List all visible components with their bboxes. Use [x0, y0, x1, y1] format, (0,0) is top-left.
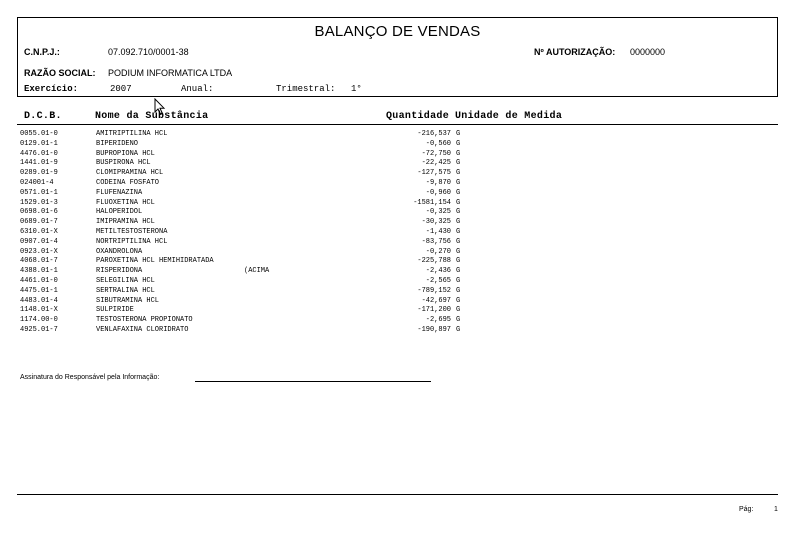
quantity-cell: -22,425	[421, 159, 451, 168]
substance-name-cell: BIPERIDENO	[96, 139, 139, 148]
cnpj-label: C.N.P.J.:	[24, 47, 60, 57]
unit-cell: G	[456, 325, 461, 334]
substance-name-cell: AMITRIPTILINA HCL	[96, 130, 168, 138]
quantity-cell: -1581,154	[413, 198, 451, 207]
quantity-cell: -72,750	[421, 149, 451, 158]
table-row	[20, 159, 480, 169]
trimestral-label: Trimestral:	[276, 84, 336, 94]
quantity-cell: -216,537	[417, 130, 451, 138]
quantity-cell: -0,325	[425, 208, 451, 217]
quantity-cell: -83,756	[421, 237, 451, 246]
unit-cell: G	[456, 198, 461, 207]
table-row	[20, 267, 480, 277]
table-row	[20, 150, 480, 160]
substance-name-cell: PAROXETINA HCL HEMIHIDRATADA	[96, 257, 214, 266]
quantity-cell: -1,430	[425, 227, 451, 236]
quantity-cell: -2,695	[425, 316, 451, 325]
unit-cell: G	[456, 208, 461, 217]
table-row	[20, 257, 480, 267]
dcb-cell: 1174.00-0	[20, 316, 58, 325]
column-header-unidade: Unidade de Medida	[455, 111, 563, 122]
razao-social-label: RAZÃO SOCIAL:	[24, 68, 96, 78]
substance-name-cell: CODEINA FOSFATO	[96, 178, 160, 187]
header-divider	[17, 124, 778, 125]
table-row	[20, 277, 480, 287]
table-row	[20, 140, 480, 150]
unit-cell: G	[456, 267, 461, 276]
autorizacao-value: 0000000	[630, 47, 666, 57]
quantity-cell: -0,560	[425, 139, 451, 148]
substance-name-cell: CLOMIPRAMINA HCL	[96, 169, 164, 178]
unit-cell: G	[456, 316, 461, 325]
unit-cell: G	[456, 130, 461, 138]
dcb-cell: 0129.01-1	[20, 139, 58, 148]
substance-name-cell: HALOPERIDOL	[96, 208, 143, 217]
dcb-cell: 4925.01-7	[20, 325, 58, 334]
exercicio-label: Exercício:	[24, 84, 79, 94]
dcb-cell: 0907.01-4	[20, 237, 58, 246]
table-row	[20, 326, 480, 336]
substance-name-cell: NORTRIPTILINA HCL	[96, 237, 168, 246]
dcb-cell: 4475.01-1	[20, 286, 58, 295]
substance-name-cell: FLUFENAZINA	[96, 188, 143, 197]
unit-cell: G	[456, 296, 461, 305]
exercicio-value: 2007	[110, 84, 132, 94]
unit-cell: G	[456, 276, 461, 285]
table-row	[20, 238, 480, 248]
dcb-cell: 0698.01-6	[20, 208, 58, 217]
unit-cell: G	[456, 218, 461, 227]
quantity-cell: -9,870	[425, 178, 451, 187]
unit-cell: G	[456, 286, 461, 295]
cnpj-value: 07.092.710/0001-38	[108, 47, 189, 57]
substance-name-cell: SELEGILINA HCL	[96, 276, 155, 285]
dcb-cell: 0055.01-0	[20, 130, 58, 138]
signature-label: Assinatura do Responsável pela Informação:	[20, 374, 160, 381]
quantity-cell: -0,270	[425, 247, 451, 256]
table-row	[20, 169, 480, 179]
razao-social-value: PODIUM INFORMATICA LTDA	[108, 68, 233, 78]
unit-cell: G	[456, 149, 461, 158]
dcb-cell: 0689.01-7	[20, 218, 58, 227]
quantity-cell: -0,960	[425, 188, 451, 197]
autorizacao-label: Nº AUTORIZAÇÃO:	[534, 47, 616, 57]
substance-name-cell: FLUOXETINA HCL	[96, 198, 155, 207]
dcb-cell: 1148.01-X	[20, 306, 58, 315]
unit-cell: G	[456, 247, 461, 256]
unit-cell: G	[456, 178, 461, 187]
table-row	[20, 287, 480, 297]
column-header-quantidade: Quantidade	[386, 111, 450, 122]
dcb-cell: 4388.01-1	[20, 267, 58, 276]
note-cell: (ACIMA	[244, 267, 270, 276]
substance-table	[20, 130, 480, 336]
quantity-cell: -30,325	[421, 218, 451, 227]
table-row	[20, 179, 480, 189]
quantity-cell: -789,152	[417, 286, 451, 295]
unit-cell: G	[456, 257, 461, 266]
dcb-cell: 4461.01-0	[20, 276, 58, 285]
substance-name-cell: SERTRALINA HCL	[96, 286, 155, 295]
quantity-cell: -2,436	[425, 267, 451, 276]
table-row	[20, 130, 480, 140]
quantity-cell: -171,200	[417, 306, 451, 315]
substance-name-cell: TESTOSTERONA PROPIONATO	[96, 316, 193, 325]
dcb-cell: 1441.01-9	[20, 159, 58, 168]
dcb-cell: 1529.01-3	[20, 198, 58, 207]
table-row	[20, 228, 480, 238]
unit-cell: G	[456, 159, 461, 168]
quantity-cell: -42,697	[421, 296, 451, 305]
page-number: 1	[774, 506, 778, 513]
substance-name-cell: SULPIRIDE	[96, 306, 134, 315]
quantity-cell: -2,565	[425, 276, 451, 285]
footer-divider	[17, 494, 778, 495]
table-row	[20, 199, 480, 209]
table-row	[20, 297, 480, 307]
substance-name-cell: METILTESTOSTERONA	[96, 227, 168, 236]
anual-label: Anual:	[181, 84, 214, 94]
dcb-cell: 4483.01-4	[20, 296, 58, 305]
substance-name-cell: SIBUTRAMINA HCL	[96, 296, 160, 305]
report-header	[17, 17, 778, 97]
dcb-cell: 4068.01-7	[20, 257, 58, 266]
report-title: BALANÇO DE VENDAS	[314, 23, 481, 40]
dcb-cell: 4476.01-0	[20, 149, 58, 158]
unit-cell: G	[456, 139, 461, 148]
dcb-cell: 6310.01-X	[20, 227, 58, 236]
table-row	[20, 208, 480, 218]
quantity-cell: -127,575	[417, 169, 451, 178]
quantity-cell: -190,897	[417, 325, 451, 334]
unit-cell: G	[456, 237, 461, 246]
signature-line	[195, 381, 431, 382]
table-row	[20, 306, 480, 316]
quantity-cell: -225,788	[417, 257, 451, 266]
column-header-dcb: D.C.B.	[24, 111, 62, 122]
column-header-nome: Nome da Substância	[95, 111, 209, 122]
unit-cell: G	[456, 169, 461, 178]
trimestral-value: 1°	[351, 84, 362, 94]
table-row	[20, 218, 480, 228]
dcb-cell: 0571.01-1	[20, 188, 58, 197]
substance-name-cell: IMIPRAMINA HCL	[96, 218, 155, 227]
unit-cell: G	[456, 188, 461, 197]
substance-name-cell: BUPROPIONA HCL	[96, 149, 155, 158]
table-row	[20, 316, 480, 326]
substance-name-cell: VENLAFAXINA CLORIDRATO	[96, 325, 189, 334]
dcb-cell: 0923.01-X	[20, 247, 58, 256]
substance-name-cell: OXANDROLONA	[96, 247, 143, 256]
dcb-cell: 024001-4	[20, 178, 54, 187]
substance-name-cell: RISPERIDONA	[96, 267, 143, 276]
dcb-cell: 0289.01-9	[20, 169, 58, 178]
table-row	[20, 248, 480, 258]
page-label: Pág:	[739, 506, 754, 513]
table-row	[20, 189, 480, 199]
unit-cell: G	[456, 227, 461, 236]
substance-name-cell: BUSPIRONA HCL	[96, 159, 151, 168]
unit-cell: G	[456, 306, 461, 315]
